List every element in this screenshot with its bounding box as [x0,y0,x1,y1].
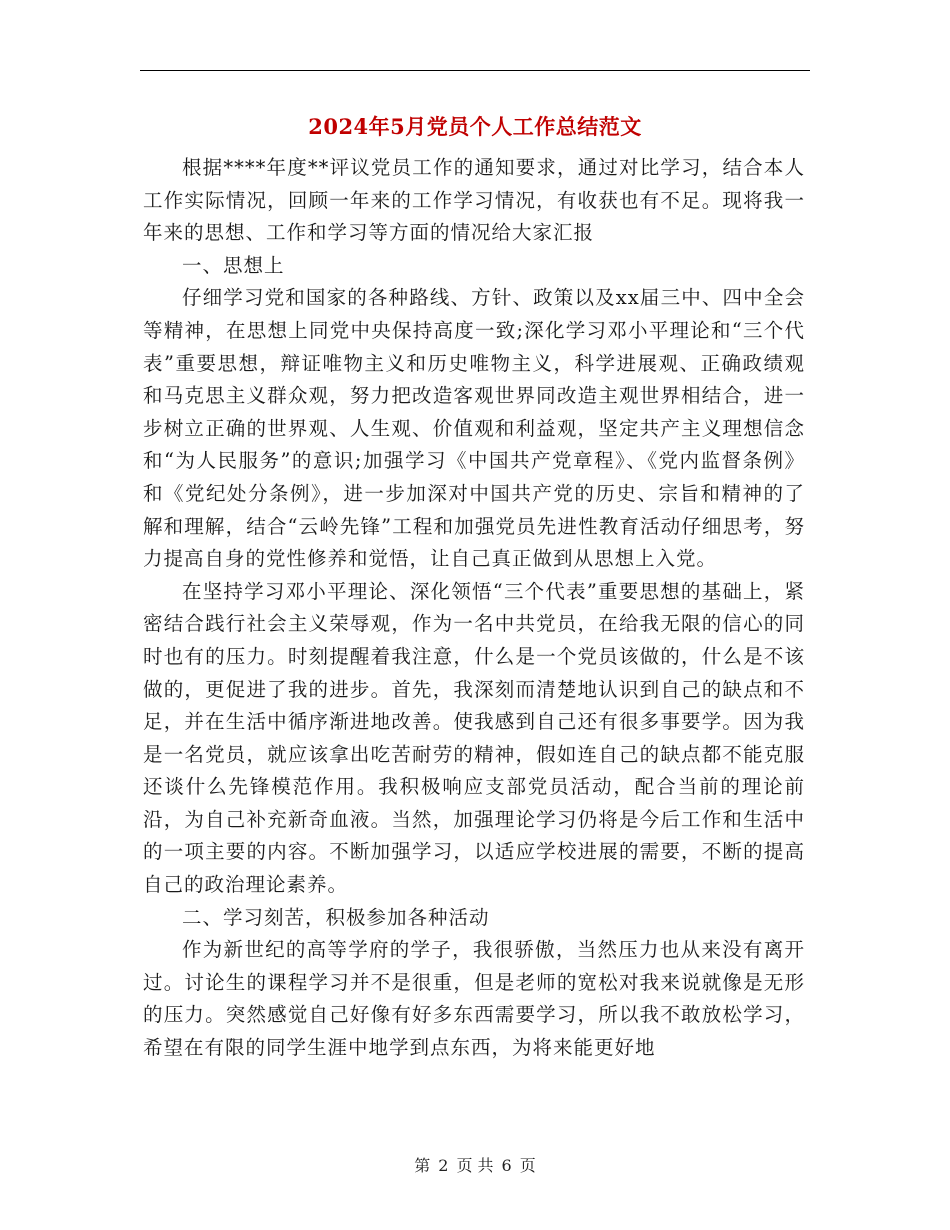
paragraph-intro: 根据****年度**评议党员工作的通知要求，通过对比学习，结合本人工作实际情况，回顾一年来的工作学习情况，有收获也有不足。现将我一年来的思想、工作和学习等方面的情况给大家汇报 [143,156,805,245]
footer-suffix: 页 [519,1156,536,1175]
paragraph-thought-study: 仔细学习党和国家的各种路线、方针、政策以及xx届三中、四中全会等精神，在思想上同党中央保持高度一致;深化学习邓小平理论和“三个代表”重要思想，辩证唯物主义和历史唯物主义，科学进展观、正确政绩观和马克思主义群众观，努力把改造客观世界同改造主观世界相结合，进一步树立正确的世界观、人生观、价值观和利益观，坚定共产主义理想信念和“为人民服务”的意识;加强学习《中国共产党章程》、《党内监督条例》和《党纪处分条例》，进一步加深对中国共产党的历史、宗旨和精神的了解和理解，结合“云岭先锋”工程和加强党员先进性教育活动仔细思考，努力提高自身的党性修养和觉悟，让自己真正做到从思想上入党。 [143,286,805,571]
section-heading-thought: 一、思想上 [182,253,285,277]
footer-middle: 页 共 [456,1156,494,1175]
paragraph-study: 作为新世纪的高等学府的学子，我很骄傲，当然压力也从来没有离开过。讨论生的课程学习并不是很重，但是老师的宽松对我来说就像是无形的压力。突然感觉自己好像有好多东西需要学习，所以我不敢放松学习，希望在有限的同学生涯中地学到点东西，为将来能更好地 [143,938,805,1060]
document-title: 2024年5月党员个人工作总结范文 [308,114,642,139]
page-footer [0,1153,950,1176]
header-rule [140,70,810,71]
document-body [143,152,805,1065]
paragraph-theory-practice: 在坚持学习邓小平理论、深化领悟“三个代表”重要思想的基础上，紧密结合践行社会主义荣辱观，作为一名中共党员，在给我无限的信心的同时也有的压力。时刻提醒着我注意，什么是一个党员该做的，什么是不该做的，更促进了我的进步。首先，我深刻而清楚地认识到自己的缺点和不足，并在生活中循序渐进地改善。使我感到自己还有很多事要学。因为我是一名党员，就应该拿出吃苦耐劳的精神，假如连自己的缺点都不能克服还谈什么先锋模范作用。我积极响应支部党员活动，配合当前的理论前沿，为自己补充新奇血液。当然，加强理论学习仍将是今后工作和生活中的一项主要的内容。不断加强学习，以适应学校进展的需要，不断的提高自己的政治理论素养。 [143,579,805,897]
footer-prefix: 第 [414,1156,431,1175]
footer-total-pages: 6 [501,1156,512,1175]
section-heading-study: 二、学习刻苦，积极参加各种活动 [182,905,490,929]
footer-current-page: 2 [438,1156,449,1175]
